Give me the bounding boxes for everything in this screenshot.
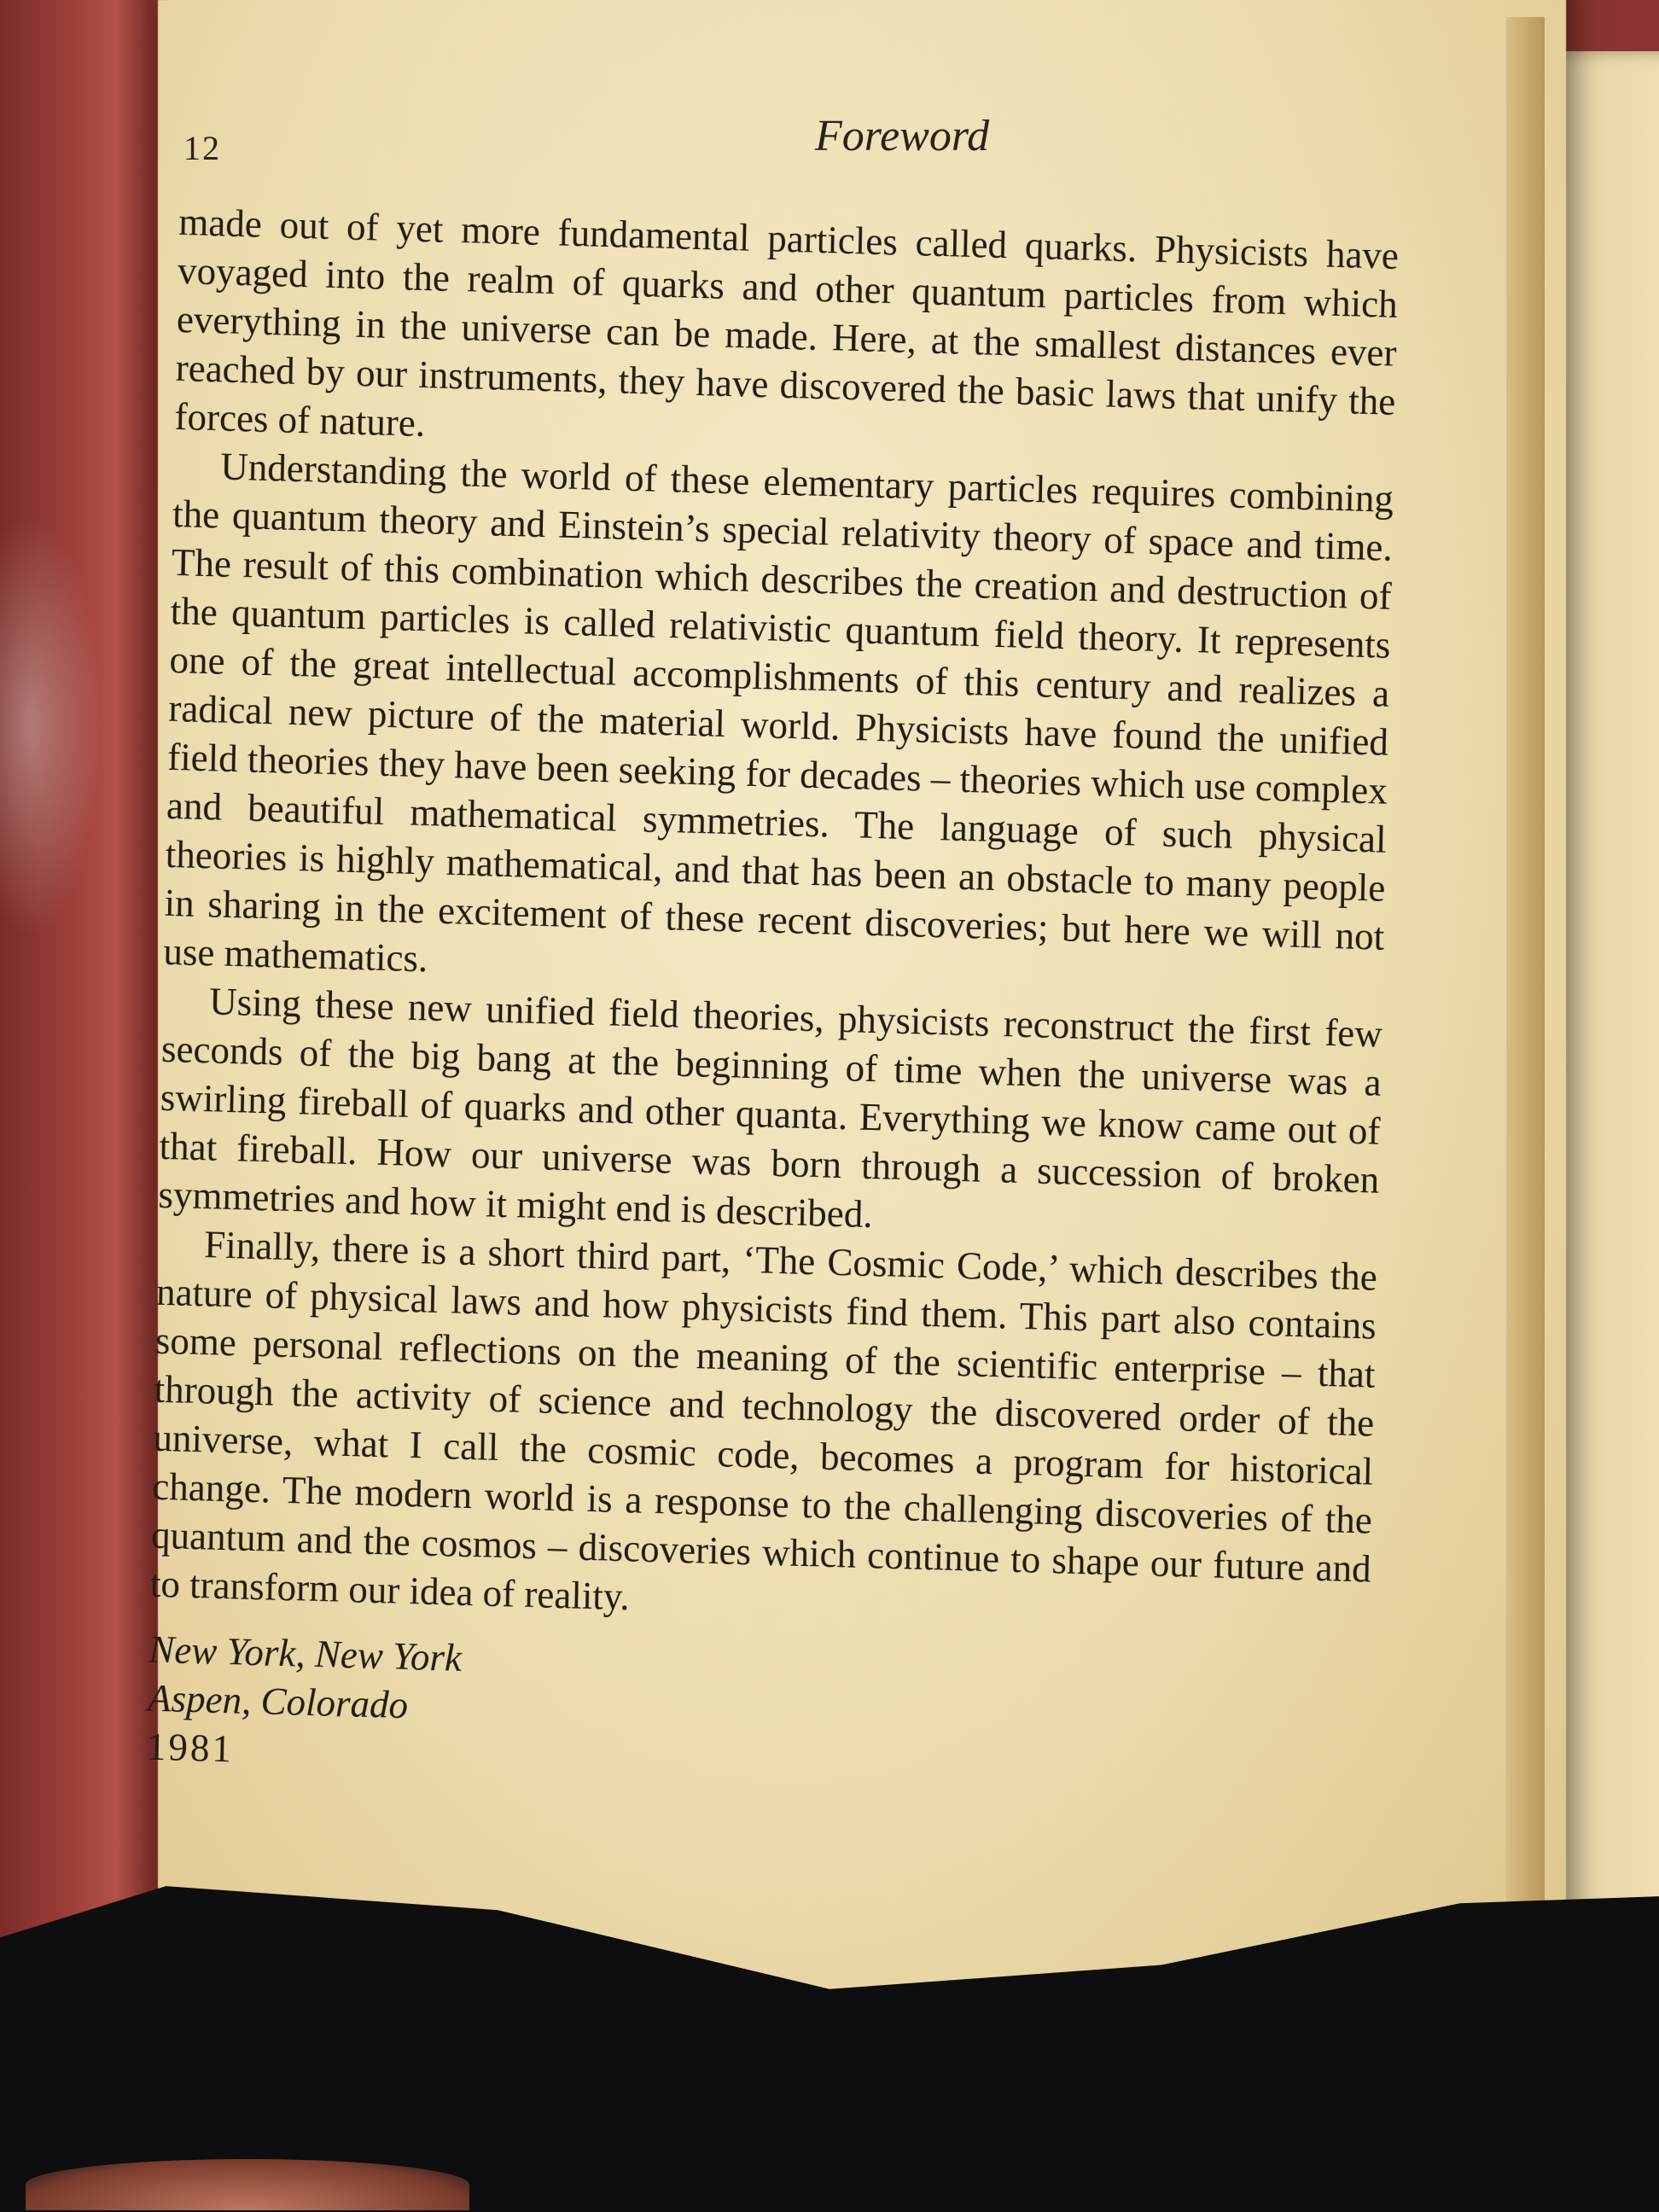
page-number: 12	[183, 129, 221, 167]
page-header	[183, 111, 1464, 179]
backdrop-glare	[0, 512, 102, 939]
hand-highlight	[26, 2159, 469, 2210]
signature-location-1: New York, New York	[148, 1627, 463, 1679]
paragraph-1: made out of yet more fundamental particles called quarks. Physicists have voyaged into the realm of quarks and other quantum particles from which everything in the universe can be made. Here, at the smallest distances ever reached by our instruments, they have discovered the basic laws that unify the forces of nature.	[174, 200, 1400, 445]
paragraph-4: Finally, there is a short third part, ‘The Cosmic Code,’ which describes the nature of physical laws and how physicists find them. This part also contains some personal reflections on the meaning of the scientific enterprise – that through the activity of science and technology the discovered order of the universe, what I call the cosmic code, becomes a program for historical change. The modern world is a response to the challenging discoveries of the quantum and the cosmos – discoveries which continue to shape our future and to transform our idea of reality.	[149, 1223, 1378, 1619]
running-head: Foreword	[815, 112, 990, 160]
signature-year: 1981	[146, 1725, 235, 1771]
body-text	[146, 198, 1399, 1806]
page-fore-edge	[1506, 17, 1545, 1929]
paragraph-3: Using these new unified field theories, physicists reconstruct the first few seconds of the big bang at the beginning of time when the universe was a swirling fireball of quarks and other quanta. Everything we know came out of that fireball. How our universe was born through a succession of broken symmetries and how it might end is described.	[158, 980, 1383, 1237]
paragraph-2: Understanding the world of these elementary particles requires combining the quantum theory and Einstein’s special relativity theory of space and time. The result of this combination which describes the creation and destruction of the quantum particles is called relativistic quantum field theory. It represents one of the great intellectual accomplishments of this century and realizes a radical new picture of the material world. Physicists have found the unified field theories they have been seeking for decades – theories which use complex and beautiful mathematical symmetries. The language of such physical theories is highly mathematical, and that has been an obstacle to many people in sharing in the excitement of these recent discoveries; but here we will not use mathematics.	[162, 445, 1394, 981]
signature-location-2: Aspen, Colorado	[147, 1676, 409, 1727]
